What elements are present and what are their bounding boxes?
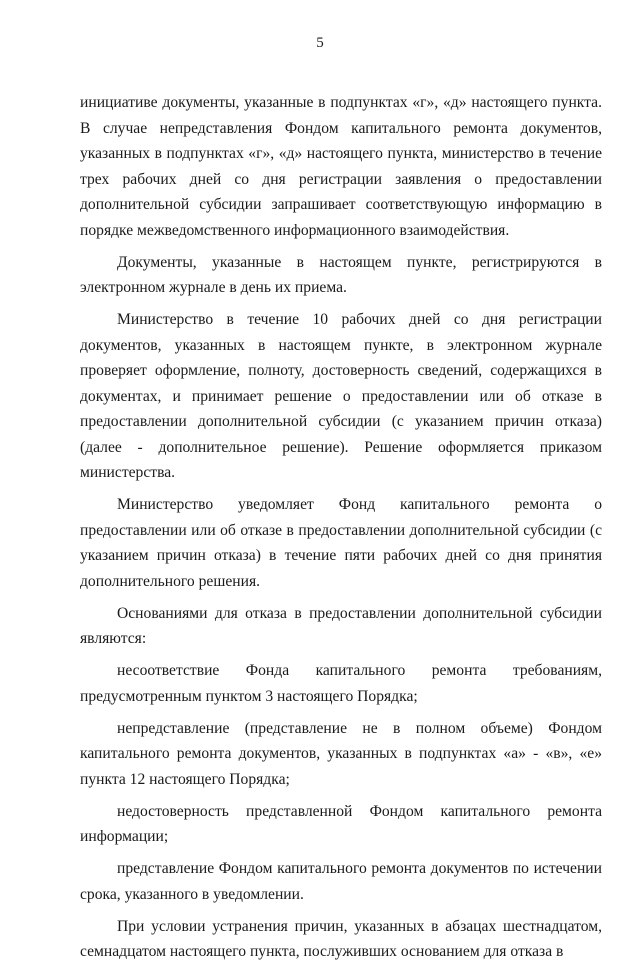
paragraph: Документы, указанные в настоящем пункте, регистрируются в электронном журнале в день их приема. [80,253,602,296]
paragraph: Министерство уведомляет Фонд капитального ремонта о предоставлении или об отказе в предоставлении дополнительной субсидии (с указанием причин отказа) в течение пяти рабочих дней со дня принятия дополнительного решения. [80,496,602,590]
page-number: 5 [316,35,324,51]
document-body [80,90,602,965]
paragraph: инициативе документы, указанные в подпунктах «г», «д» настоящего пункта. В случае непредставления Фондом капитального ремонта документов, указанных в подпунктах «г», «д» настоящего пункта, министерство в течение трех рабочих дней со дня регистрации заявления о предоставлении дополнительной субсидии запрашивает соответствующую информацию в порядке межведомственного информационного взаимодействия. [80,94,602,239]
paragraph: несоответствие Фонда капитального ремонта требованиям, предусмотренным пунктом 3 настоящего Порядка; [80,662,602,705]
paragraph: При условии устранения причин, указанных в абзацах шестнадцатом, семнадцатом настоящего пункта, послуживших основанием для отказа в [80,917,602,960]
paragraph: непредставление (представление не в полном объеме) Фондом капитального ремонта документов, указанных в подпунктах «а» - «в», «е» пункта 12 настоящего Порядка; [80,719,602,788]
paragraph: Основаниями для отказа в предоставлении дополнительной субсидии являются: [80,604,602,647]
paragraph: недостоверность представленной Фондом капитального ремонта информации; [80,802,602,845]
paragraph: представление Фондом капитального ремонта документов по истечении срока, указанного в уведомлении. [80,860,602,903]
paragraph: Министерство в течение 10 рабочих дней со дня регистрации документов, указанных в настоящем пункте, в электронном журнале проверяет оформление, полноту, достоверность сведений, содержащихся в документах, и принимает решение о предоставлении или об отказе в предоставлении дополнительной субсидии (с указанием причин отказа) (далее - дополнительное решение). Решение оформляется приказом министерства. [80,311,602,481]
